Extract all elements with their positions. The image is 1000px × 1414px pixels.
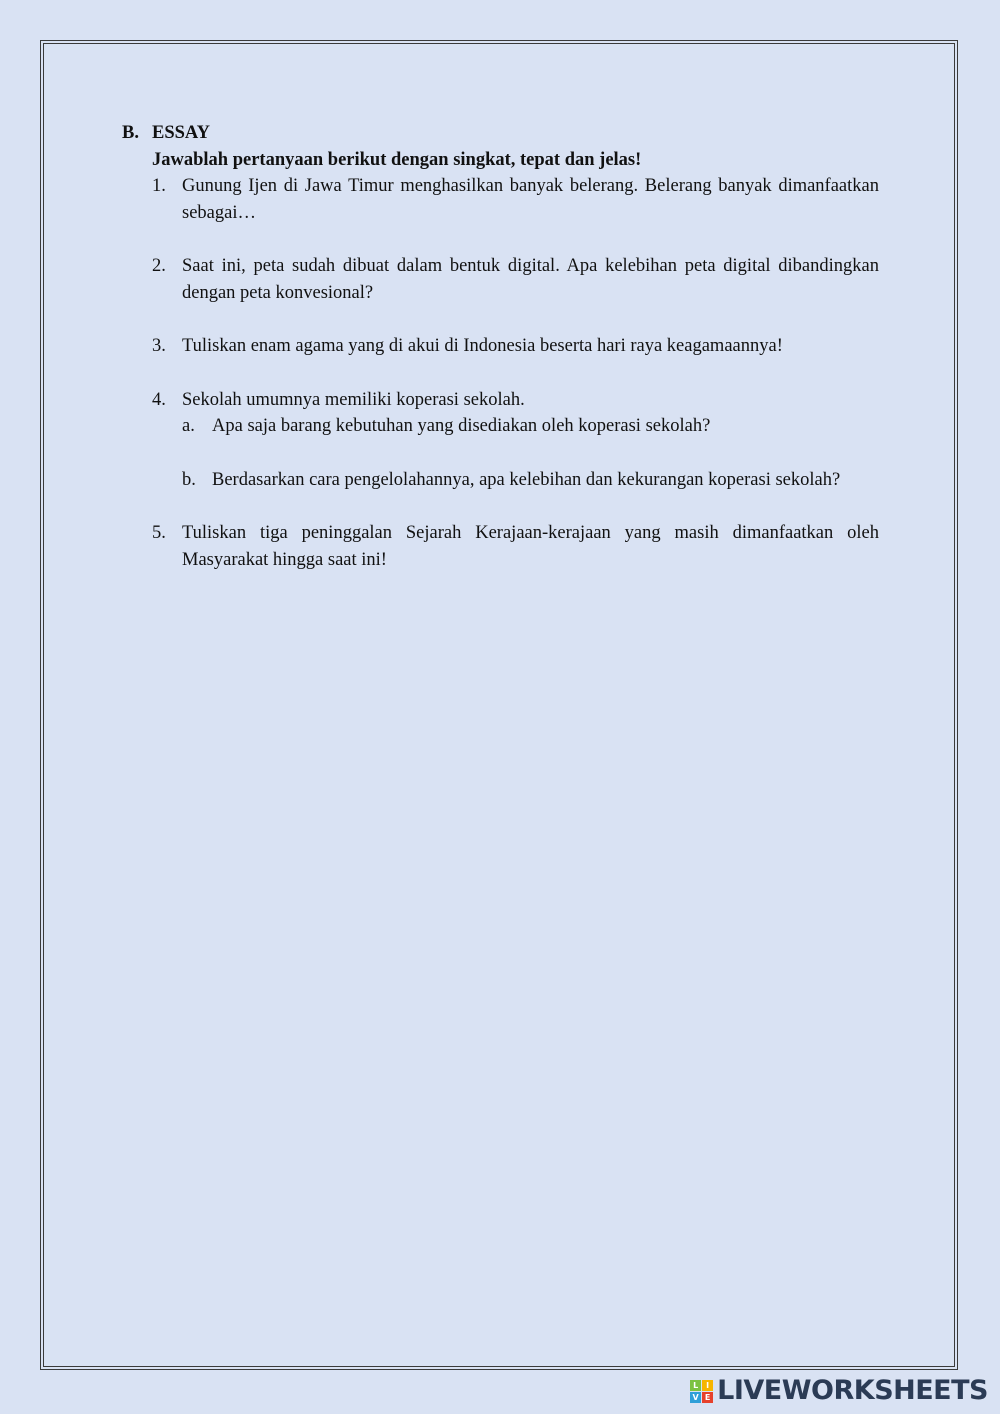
question-text: Sekolah umumnya memiliki koperasi sekolah.	[182, 389, 525, 410]
question-text: Tuliskan tiga peninggalan Sejarah Kerajaan-kerajaan yang masih dimanfaatkan oleh Masyarakat hingga saat ini!	[182, 523, 879, 570]
question-list	[152, 173, 879, 573]
section-instruction: Jawablah pertanyaan berikut dengan singkat, tepat dan jelas!	[152, 149, 642, 170]
subquestion-letter: b.	[182, 469, 196, 490]
logo-letter-e: E	[702, 1392, 713, 1403]
question-number: 2.	[152, 256, 166, 276]
section-heading	[122, 120, 879, 147]
question-number: 4.	[152, 389, 166, 410]
question-number: 1.	[152, 176, 166, 196]
logo-letter-v: V	[690, 1392, 701, 1403]
question-text: Saat ini, peta sudah dibuat dalam bentuk digital. Apa kelebihan peta digital dibandingkan dengan peta konvesional?	[182, 256, 879, 303]
question-item-4	[152, 387, 879, 414]
question-number: 3.	[152, 336, 166, 356]
subquestion-item-a	[182, 413, 879, 440]
question-item-3	[152, 333, 879, 360]
subquestion-item-b	[182, 467, 879, 494]
subquestion-letter: a.	[182, 416, 195, 436]
liveworksheets-brand[interactable]	[690, 1377, 988, 1405]
subquestion-text: Berdasarkan cara pengelolahannya, apa kelebihan dan kekurangan koperasi sekolah?	[212, 469, 841, 490]
question-text: Gunung Ijen di Jawa Timur menghasilkan banyak belerang. Belerang banyak dimanfaatkan sebagai…	[182, 176, 879, 223]
section-title: ESSAY	[152, 123, 210, 143]
logo-letter-l: L	[690, 1380, 701, 1391]
section-marker: B.	[122, 123, 139, 143]
worksheet-content	[122, 120, 879, 573]
brand-name: LIVEWORKSHEETS	[717, 1375, 988, 1406]
liveworksheets-logo-icon	[690, 1380, 713, 1403]
question-item-5	[152, 520, 879, 573]
question-text: Tuliskan enam agama yang di akui di Indonesia beserta hari raya keagamaannya!	[182, 336, 783, 356]
subquestion-text: Apa saja barang kebutuhan yang disediakan oleh koperasi sekolah?	[212, 416, 711, 436]
logo-letter-i: I	[702, 1380, 713, 1391]
question-item-2	[152, 253, 879, 306]
question-number: 5.	[152, 523, 166, 543]
question-item-1	[152, 173, 879, 226]
